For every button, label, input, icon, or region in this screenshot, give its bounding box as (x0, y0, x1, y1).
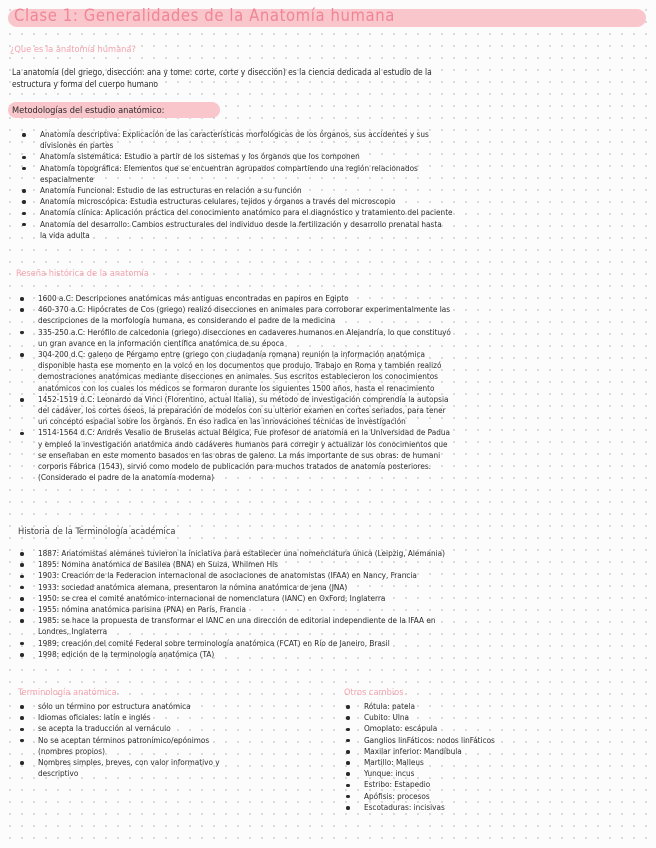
list-item: 304-200 d.C: galeno de Pérgamo entre (griego con ciudadanía romana) reunión la información anatómica disponible hasta ese momento en la volcó en los documentos que produjo. Trabajo en Roma y también realizó demostraciones anatómicas mediante disecciones en animales. Sus escritos establecieron los conocimientos anatómicos con los cuales los médicos se formaron durante los siguientes 1500 años, hasta el renacimiento (16, 349, 644, 394)
list-item: sólo un término por estructura anatómica (16, 701, 331, 712)
list-item: Estribo: Estapedio (342, 779, 642, 790)
list-item: 1887: Anatomistas alemanes tuvieron la iniciativa para establecer una nomenclatura única (Leipzig, Alemania) (16, 548, 644, 559)
methodology-heading: Metodologías del estudio anatómico: (12, 105, 165, 116)
list-item: No se aceptan términos patronímico/epónimos (nombres propios) (16, 735, 331, 757)
list-item: 1514-1564 d.C: Andrés Vesalio de Bruselas actual Bélgica, Fue profesor de anatomía en la Universidad de Padua y empleó la investigación anatómica ando cadáveres humanos para corregir y actualizar los conocimientos que se enseñaban en este momento basados en las obras de galeno. La más importante de sus obras: de humani corporis Fábrica (1543), sirvió como modelo de publicación para muchos tratados de anatomía posteriores. (Considerado el padre de la anatomía moderna) (16, 427, 644, 483)
list-item: 1985: se hace la propuesta de transformar el IANC en una dirección de editorial independiente de la IFAA en Londres, Inglaterra (16, 615, 644, 637)
list-item: Anatomía microscópica: Estudia estructuras celulares, tejidos y órganos a través del microscopio (18, 196, 644, 207)
list-item: 1933: sociedad anatómica alemana, presentaron la nómina anatómica de jena (JNA) (16, 582, 644, 593)
list-item: Anatomía topográfica: Elementos que se encuentran agrupados compartiendo una región relacionados espacialmente (18, 163, 644, 185)
list-item: Escotaduras: incisivas (342, 802, 642, 813)
list-item: 1895: Nomina anatómica de Basilea (BNA) en Suiza, Whilmen His (16, 559, 644, 570)
list-item: Omoplato: escápula (342, 723, 642, 734)
list-item: Anatomía del desarrollo: Cambios estructurales del individuo desde la fertilización y desarrollo prenatal hasta la vida adulta (18, 219, 644, 241)
history-heading: Reseña histórica de la anatomía (16, 268, 149, 279)
list-item: 1950: se crea el comité anatómico internacional de nomenclatura (IANC) en OxFord, Inglaterra (16, 593, 644, 604)
terminology-history-list (16, 548, 644, 660)
terminology-list (16, 701, 331, 779)
other-changes-list (342, 701, 642, 813)
methodology-list (18, 129, 644, 241)
other-changes-heading: Otros cambios (344, 687, 404, 698)
list-item: 1955: nómina anatómica parisina (PNA) en París, Francia (16, 604, 644, 615)
list-item: se acepta la traducción al vernáculo (16, 723, 331, 734)
list-item: Idiomas oficiales: latín e inglés (16, 712, 331, 723)
list-item: Martillo: Malleus (342, 757, 642, 768)
list-item: Anatomía descriptiva: Explicación de las características morfológicas de los órganos, sus accidentes y sus divisiones en partes (18, 129, 644, 151)
list-item: Yunque: incus (342, 768, 642, 779)
history-list (16, 293, 644, 483)
list-item: Rótula: patela (342, 701, 642, 712)
list-item: 1452-1519 d.C: Leonardo da Vinci (Florentino, actual Italia), su método de investigación comprendía la autopsia del cadáver, los cortes óseos, la preparación de modelos con su ulterior examen en cortes seriados, para tener un concepto espacial sobre los órganos. En eso radica en las innovaciones técnicas de investigación (16, 394, 644, 428)
list-item: 1903: Creación de la Federacion internacional de asociaciones de anatomistas (IFAA) en Nancy, Francia (16, 570, 644, 581)
definition-paragraph: La anatomía (del griego, disección: ana y tome: corte, corte y disección) es la ciencia dedicada al estudio de la estructura y forma del cuerpo humano (12, 67, 432, 90)
list-item: Anatomía clínica: Aplicación práctica del conocimiento anatómico para el diagnóstico y tratamiento del paciente (18, 207, 644, 218)
list-item: Cubito: Ulna (342, 712, 642, 723)
question-heading: ¿Que es la anatomía humana? (10, 44, 136, 55)
list-item: Maxilar inferior: Mandíbula (342, 746, 642, 757)
list-item: Nombres simples, breves, con valor informativo y descriptivo (16, 757, 331, 779)
list-item: 1600 a.C: Descripciones anatómicas más antiguas encontradas en papiros en Egipto (16, 293, 644, 304)
list-item: Anatomía sistemática: Estudio a partir de los sistemas y los órganos que los componen (18, 151, 644, 162)
terminology-heading: Terminología anatómica (18, 687, 117, 698)
list-item: 460-370 a.C: Hipócrates de Cos (griego) realizó disecciones en animales para corroborar experimentalmente las descripciones de la morfología humana, es considerando el padre de la medicina (16, 304, 644, 326)
list-item: 1998: edición de la terminología anatómica (TA) (16, 649, 644, 660)
list-item: Apófisis: procesos (342, 791, 642, 802)
list-item: 1989: creación del comité Federal sobre terminología anatómica (FCAT) en Río de Janeiro, Brasil (16, 638, 644, 649)
list-item: 335-250 a.C: Herófilo de calcedonia (griego) disecciones en cadaveres humanos en Alejandría, lo que constituyó un gran avance en la información científica anatómica de su época (16, 327, 644, 349)
list-item: Anatomía Funcional: Estudio de las estructuras en relación a su función (18, 185, 644, 196)
page-title: Clase 1: Generalidades de la Anatomía humana (14, 6, 395, 25)
terminology-history-heading: Historia de la Terminología académica (18, 526, 176, 537)
list-item: Ganglios linFáticos: nodos linFáticos (342, 735, 642, 746)
